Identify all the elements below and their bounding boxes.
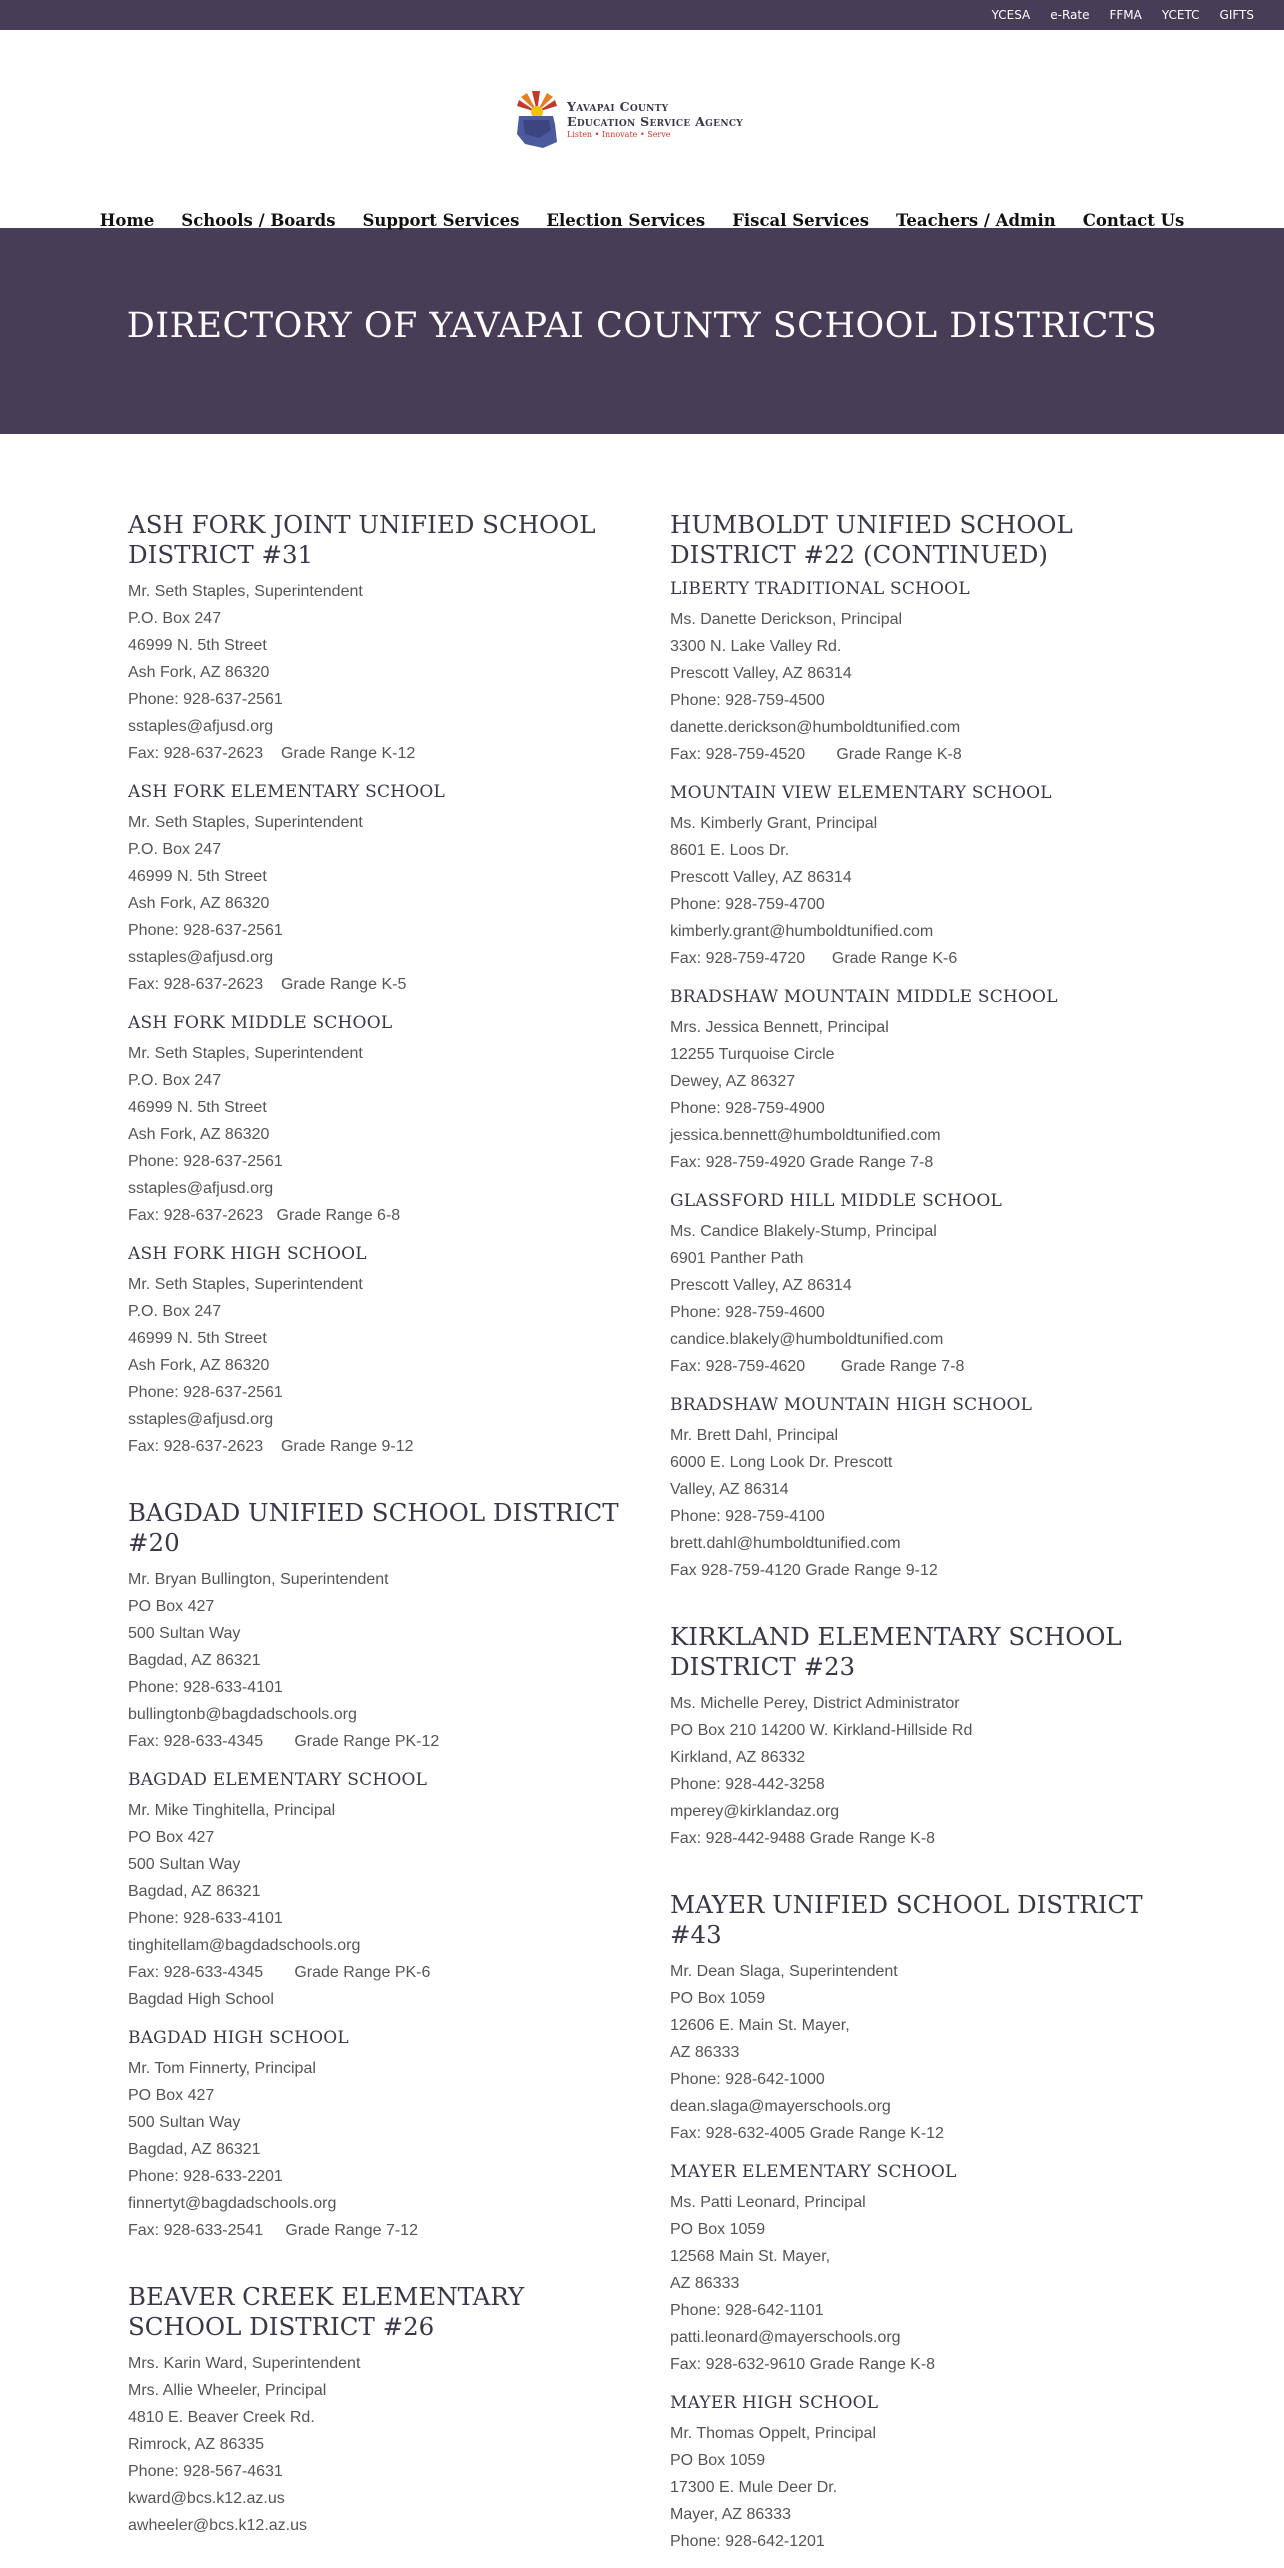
email-link[interactable]: tinghitellam@bagdadschools.org	[128, 1937, 361, 1954]
contact-line: Mr. Seth Staples, Superintendent	[128, 814, 363, 831]
hero-banner	[0, 228, 1284, 434]
contact-line: Valley, AZ 86314	[670, 1481, 789, 1498]
topbar-link-ycetc[interactable]: YCETC	[1161, 8, 1200, 22]
contact-line: Phone: 928-637-2561	[128, 1384, 283, 1401]
section-spacer	[670, 1598, 1170, 1622]
email-link[interactable]: jessica.bennett@humboldtunified.com	[670, 1127, 941, 1144]
contact-line: Fax: 928-633-4345 Grade Range PK-6	[128, 1964, 431, 1981]
contact-line: Bagdad, AZ 86321	[128, 2141, 261, 2158]
contact-details	[670, 1218, 1170, 1380]
contact-line: Prescott Valley, AZ 86314	[670, 1277, 852, 1294]
contact-line: 46999 N. 5th Street	[128, 1099, 267, 1116]
section-spacer	[128, 1474, 628, 1498]
contact-line: 12606 E. Main St. Mayer,	[670, 2017, 850, 2034]
topbar-link-ycesa[interactable]: YCESA	[991, 8, 1031, 22]
contact-line: Fax 928-759-4120 Grade Range 9-12	[670, 1562, 938, 1579]
contact-details	[128, 1566, 628, 1755]
email-link[interactable]: bullingtonb@bagdadschools.org	[128, 1706, 357, 1723]
email-link[interactable]: danette.derickson@humboldtunified.com	[670, 719, 961, 736]
district-heading: BEAVER CREEK ELEMENTARY SCHOOL DISTRICT #26	[128, 2282, 525, 2341]
contact-line: Fax: 928-637-2623 Grade Range 6-8	[128, 1207, 401, 1224]
contact-line: Mr. Thomas Oppelt, Principal	[670, 2425, 877, 2442]
topbar-link-erate[interactable]: e-Rate	[1050, 8, 1090, 22]
contact-line: Ms. Patti Leonard, Principal	[670, 2194, 866, 2211]
contact-details	[670, 810, 1170, 972]
contact-details	[670, 606, 1170, 768]
school-heading: BRADSHAW MOUNTAIN MIDDLE SCHOOL	[670, 987, 1058, 1007]
contact-details	[670, 1958, 1170, 2147]
contact-line: 500 Sultan Way	[128, 2114, 241, 2131]
top-utility-bar	[0, 0, 1284, 30]
contact-line: Prescott Valley, AZ 86314	[670, 869, 852, 886]
district-heading: MAYER UNIFIED SCHOOL DISTRICT #43	[670, 1890, 1143, 1949]
contact-line: 4810 E. Beaver Creek Rd.	[128, 2409, 315, 2426]
contact-line: Mr. Bryan Bullington, Superintendent	[128, 1571, 389, 1588]
contact-line: Mr. Brett Dahl, Principal	[670, 1427, 839, 1444]
school-heading: ASH FORK HIGH SCHOOL	[128, 1244, 367, 1264]
contact-line: 6000 E. Long Look Dr. Prescott	[670, 1454, 893, 1471]
contact-line: Mr. Seth Staples, Superintendent	[128, 1276, 363, 1293]
contact-line: Ms. Kimberly Grant, Principal	[670, 815, 878, 832]
district-heading: HUMBOLDT UNIFIED SCHOOL DISTRICT #22 (CONTINUED)	[670, 510, 1073, 569]
nav-teachers-admin[interactable]: Teachers / Admin	[896, 211, 1056, 230]
directory-column-left	[128, 510, 628, 2553]
nav-home[interactable]: Home	[99, 211, 155, 230]
contact-details	[670, 1690, 1170, 1852]
email-link[interactable]: sstaples@afjusd.org	[128, 1411, 274, 1428]
contact-line: 17300 E. Mule Deer Dr.	[670, 2479, 838, 2496]
contact-line: 46999 N. 5th Street	[128, 868, 267, 885]
contact-line: 12568 Main St. Mayer,	[670, 2248, 831, 2265]
school-heading: MOUNTAIN VIEW ELEMENTARY SCHOOL	[670, 783, 1052, 803]
district-heading: KIRKLAND ELEMENTARY SCHOOL DISTRICT #23	[670, 1622, 1122, 1681]
contact-line: Fax: 928-637-2623 Grade Range K-5	[128, 976, 407, 993]
school-heading: MAYER ELEMENTARY SCHOOL	[670, 2162, 957, 2182]
contact-line: Phone: 928-642-1201	[670, 2533, 825, 2550]
contact-details	[128, 1040, 628, 1229]
school-heading: ASH FORK ELEMENTARY SCHOOL	[128, 782, 446, 802]
contact-details	[128, 809, 628, 998]
contact-line: Phone: 928-759-4500	[670, 692, 825, 709]
contact-line: PO Box 210 14200 W. Kirkland-Hillside Rd	[670, 1722, 973, 1739]
contact-line: AZ 86333	[670, 2044, 740, 2061]
contact-line: Phone: 928-637-2561	[128, 922, 283, 939]
school-heading: ASH FORK MIDDLE SCHOOL	[128, 1013, 393, 1033]
email-link[interactable]: sstaples@afjusd.org	[128, 949, 274, 966]
main-nav	[0, 211, 1284, 230]
contact-line: Mrs. Jessica Bennett, Principal	[670, 1019, 889, 1036]
contact-line: Ash Fork, AZ 86320	[128, 895, 270, 912]
contact-line: Phone: 928-642-1000	[670, 2071, 825, 2088]
district-heading: ASH FORK JOINT UNIFIED SCHOOL DISTRICT #31	[128, 510, 596, 569]
contact-line: Ash Fork, AZ 86320	[128, 1126, 270, 1143]
contact-line: Mr. Seth Staples, Superintendent	[128, 1045, 363, 1062]
contact-line: Kirkland, AZ 86332	[670, 1749, 806, 1766]
contact-details	[128, 2055, 628, 2244]
email-link[interactable]: awheeler@bcs.k12.az.us	[128, 2517, 307, 2534]
nav-contact-us[interactable]: Contact Us	[1082, 211, 1185, 230]
nav-support-services[interactable]: Support Services	[362, 211, 520, 230]
contact-line: P.O. Box 247	[128, 1072, 222, 1089]
contact-line: Phone: 928-759-4600	[670, 1304, 825, 1321]
contact-line: Ms. Danette Derickson, Principal	[670, 611, 903, 628]
contact-line: Dewey, AZ 86327	[670, 1073, 796, 1090]
contact-line: P.O. Box 247	[128, 841, 222, 858]
contact-line: Phone: 928-759-4900	[670, 1100, 825, 1117]
contact-line: 46999 N. 5th Street	[128, 1330, 267, 1347]
topbar-link-gifts[interactable]: GIFTS	[1219, 8, 1254, 22]
directory-content	[0, 434, 1284, 2568]
contact-line: Fax: 928-637-2623 Grade Range K-12	[128, 745, 416, 762]
contact-details	[670, 1014, 1170, 1176]
contact-line: Phone: 928-633-4101	[128, 1910, 283, 1927]
contact-line: AZ 86333	[670, 2275, 740, 2292]
contact-line: Phone: 928-442-3258	[670, 1776, 825, 1793]
site-header	[0, 30, 1284, 228]
contact-line: Mr. Seth Staples, Superintendent	[128, 583, 363, 600]
contact-line: Ms. Michelle Perey, District Administrator	[670, 1695, 960, 1712]
email-link[interactable]: dean.slaga@mayerschools.org	[670, 2098, 891, 2115]
email-link[interactable]: finnertyt@bagdadschools.org	[128, 2195, 337, 2212]
email-link[interactable]: sstaples@afjusd.org	[128, 1180, 274, 1197]
contact-line: Mr. Tom Finnerty, Principal	[128, 2060, 316, 2077]
logo-tagline: Listen • Innovate • Serve	[567, 130, 671, 139]
email-link[interactable]: patti.leonard@mayerschools.org	[670, 2329, 901, 2346]
contact-line: Fax: 928-759-4720 Grade Range K-6	[670, 950, 958, 967]
contact-line: Ash Fork, AZ 86320	[128, 664, 270, 681]
contact-line: Fax: 928-442-9488 Grade Range K-8	[670, 1830, 936, 1847]
arizona-sunburst-icon	[513, 90, 561, 150]
email-link[interactable]: candice.blakely@humboldtunified.com	[670, 1331, 944, 1348]
contact-line: Fax: 928-759-4520 Grade Range K-8	[670, 746, 962, 763]
school-heading: GLASSFORD HILL MIDDLE SCHOOL	[670, 1191, 1002, 1211]
school-heading: MAYER HIGH SCHOOL	[670, 2393, 879, 2413]
contact-details	[670, 2189, 1170, 2378]
email-link[interactable]: kward@bcs.k12.az.us	[128, 2490, 285, 2507]
contact-line: Bagdad, AZ 86321	[128, 1652, 261, 1669]
contact-line: Phone: 928-759-4700	[670, 896, 825, 913]
school-heading: BAGDAD HIGH SCHOOL	[128, 2028, 349, 2048]
topbar-link-ffma[interactable]: FFMA	[1109, 8, 1142, 22]
contact-line: Rimrock, AZ 86335	[128, 2436, 265, 2453]
school-heading: LIBERTY TRADITIONAL SCHOOL	[670, 579, 970, 599]
contact-line: Mr. Mike Tinghitella, Principal	[128, 1802, 336, 1819]
contact-line: Fax: 928-759-4620 Grade Range 7-8	[670, 1358, 965, 1375]
page-title: DIRECTORY OF YAVAPAI COUNTY SCHOOL DISTRICTS	[126, 306, 1158, 346]
contact-line: Mayer, AZ 86333	[670, 2506, 791, 2523]
district-heading: BAGDAD UNIFIED SCHOOL DISTRICT #20	[128, 1498, 619, 1557]
contact-line: Bagdad, AZ 86321	[128, 1883, 261, 1900]
contact-line: PO Box 1059	[670, 2452, 766, 2469]
contact-line: Fax: 928-759-4920 Grade Range 7-8	[670, 1154, 934, 1171]
contact-line: Phone: 928-633-4101	[128, 1679, 283, 1696]
email-link[interactable]: brett.dahl@humboldtunified.com	[670, 1535, 901, 1552]
contact-line: Mrs. Karin Ward, Superintendent	[128, 2355, 361, 2372]
nav-schools-boards[interactable]: Schools / Boards	[181, 211, 336, 230]
section-spacer	[670, 1866, 1170, 1890]
contact-line: Bagdad High School	[128, 1991, 274, 2008]
contact-line: PO Box 1059	[670, 1990, 766, 2007]
contact-line: 3300 N. Lake Valley Rd.	[670, 638, 842, 655]
logo-title-line1: Yavapai County	[567, 99, 669, 114]
contact-line: PO Box 427	[128, 2087, 215, 2104]
logo-title-line2: Education Service Agency	[567, 114, 744, 129]
contact-line: 500 Sultan Way	[128, 1625, 241, 1642]
contact-details	[128, 1797, 628, 2013]
contact-line: Phone: 928-637-2561	[128, 1153, 283, 1170]
nav-fiscal-services[interactable]: Fiscal Services	[732, 211, 870, 230]
contact-line: Phone: 928-642-1101	[670, 2302, 824, 2319]
email-link[interactable]: mperey@kirklandaz.org	[670, 1803, 840, 1820]
contact-line: 8601 E. Loos Dr.	[670, 842, 790, 859]
email-link[interactable]: kimberly.grant@humboldtunified.com	[670, 923, 934, 940]
contact-line: Mrs. Allie Wheeler, Principal	[128, 2382, 327, 2399]
contact-line: Phone: 928-567-4631	[128, 2463, 283, 2480]
contact-line: PO Box 1059	[670, 2221, 766, 2238]
contact-line: 46999 N. 5th Street	[128, 637, 267, 654]
contact-line: Phone: 928-633-2201	[128, 2168, 283, 2185]
contact-line: Fax: 928-637-2623 Grade Range 9-12	[128, 1438, 414, 1455]
contact-line: Fax: 928-633-2541 Grade Range 7-12	[128, 2222, 418, 2239]
contact-line: PO Box 427	[128, 1598, 215, 1615]
email-link[interactable]: sstaples@afjusd.org	[128, 718, 274, 735]
site-logo[interactable]	[513, 76, 773, 164]
contact-details	[670, 2420, 1170, 2555]
contact-details	[128, 2350, 628, 2539]
section-spacer	[128, 2258, 628, 2282]
directory-column-right	[670, 510, 1170, 2568]
school-heading: BAGDAD ELEMENTARY SCHOOL	[128, 1770, 428, 1790]
nav-election-services[interactable]: Election Services	[546, 211, 706, 230]
contact-line: P.O. Box 247	[128, 1303, 222, 1320]
contact-line: PO Box 427	[128, 1829, 215, 1846]
contact-details	[670, 1422, 1170, 1584]
contact-line: 12255 Turquoise Circle	[670, 1046, 835, 1063]
contact-details	[128, 578, 628, 767]
contact-details	[128, 1271, 628, 1460]
contact-line: Mr. Dean Slaga, Superintendent	[670, 1963, 898, 1980]
contact-line: 500 Sultan Way	[128, 1856, 241, 1873]
contact-line: Phone: 928-637-2561	[128, 691, 283, 708]
contact-line: P.O. Box 247	[128, 610, 222, 627]
contact-line: Fax: 928-632-4005 Grade Range K-12	[670, 2125, 944, 2142]
school-heading: BRADSHAW MOUNTAIN HIGH SCHOOL	[670, 1395, 1033, 1415]
contact-line: Prescott Valley, AZ 86314	[670, 665, 852, 682]
contact-line: Phone: 928-759-4100	[670, 1508, 825, 1525]
contact-line: 6901 Panther Path	[670, 1250, 804, 1267]
contact-line: Fax: 928-632-9610 Grade Range K-8	[670, 2356, 936, 2373]
contact-line: Ash Fork, AZ 86320	[128, 1357, 270, 1374]
contact-line: Ms. Candice Blakely-Stump, Principal	[670, 1223, 937, 1240]
contact-line: Fax: 928-633-4345 Grade Range PK-12	[128, 1733, 440, 1750]
